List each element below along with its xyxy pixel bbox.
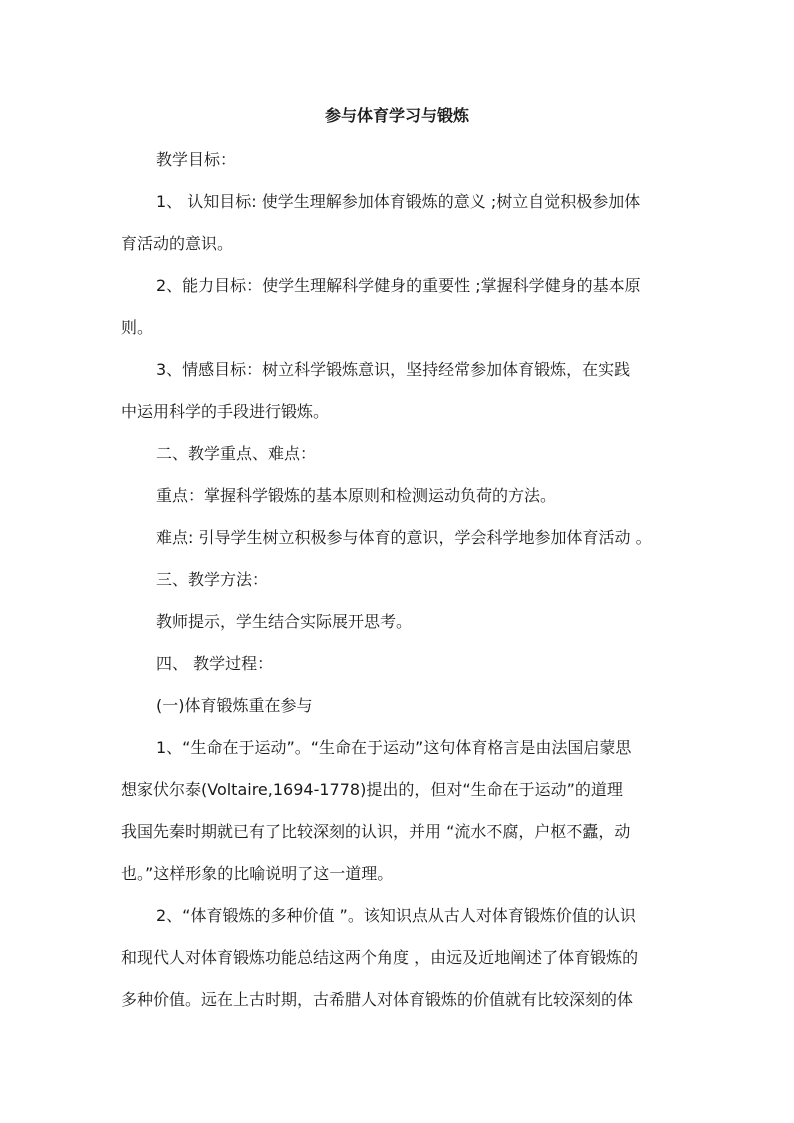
section-heading-process: 四、 教学过程：: [156, 654, 274, 673]
paragraph-line: 想家伏尔泰(Voltaire,1694-1778)提出的，但对“生命在于运动”的道理: [121, 780, 623, 799]
paragraph-line: 多种价值。远在上古时期，古希腊人对体育锻炼的价值就有比较深刻的体: [121, 990, 634, 1009]
paragraph-line: 1、 认知目标: 使学生理解参加体育锻炼的意义 ;树立自觉积极参加体: [156, 192, 641, 211]
paragraph-line: 2、能力目标：使学生理解科学健身的重要性 ;掌握科学健身的基本原: [156, 276, 641, 295]
paragraph-line: 育活动的意识。: [121, 234, 234, 253]
paragraph-line: 也。”这样形象的比喻说明了这一道理。: [121, 864, 394, 883]
paragraph-line: 教师提示，学生结合实际展开思考。: [156, 612, 413, 631]
paragraph-line: 和现代人对体育锻炼功能总结这两个角度 ，由远及近地阐述了体育锻炼的: [121, 948, 639, 967]
paragraph-line: 难点: 引导学生树立积极参与体育的意识，学会科学地参加体育活动 。: [156, 528, 652, 547]
paragraph-line: 重点：掌握科学锻炼的基本原则和检测运动负荷的方法。: [156, 486, 557, 505]
paragraph-line: 1、“生命在于运动”。“生命在于运动”这句体育格言是由法国启蒙思: [156, 738, 632, 757]
section-heading-key-points: 二、教学重点、难点：: [156, 444, 317, 463]
paragraph-line: 则。: [121, 318, 154, 337]
section-heading-methods: 三、教学方法：: [156, 570, 269, 589]
paragraph-line: 3、情感目标：树立科学锻炼意识，坚持经常参加体育锻炼，在实践: [156, 360, 631, 379]
paragraph-line: 中运用科学的手段进行锻炼。: [121, 402, 330, 421]
section-heading-objectives: 教学目标：: [156, 150, 237, 169]
paragraph-line: 2、“体育锻炼的多种价值 ”。该知识点从古人对体育锻炼价值的认识: [156, 906, 636, 925]
paragraph-line: 我国先秦时期就已有了比较深刻的认识，并用 “流水不腐，户枢不蠹，动: [121, 822, 631, 841]
document-title: 参与体育学习与锻炼: [324, 106, 469, 125]
subsection-heading: (一)体育锻炼重在参与: [156, 696, 313, 715]
